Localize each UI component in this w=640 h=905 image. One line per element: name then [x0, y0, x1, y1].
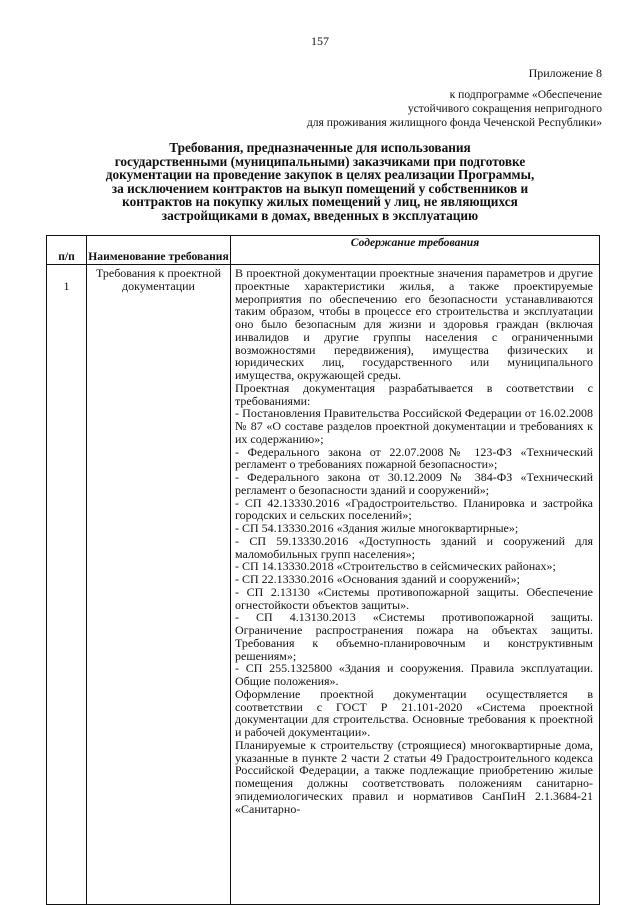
page-number: 157 — [311, 34, 329, 48]
subtitle-line: устойчивого сокращения непригодного — [407, 102, 602, 115]
row-number: 1 — [47, 265, 87, 905]
document-title — [90, 141, 550, 223]
header-name: Наименование требования — [87, 236, 231, 265]
subtitle-line: для проживания жилищного фонда Чеченской Республики» — [306, 116, 602, 129]
content-paragraph: Оформление проектной документации осуществляется в соответствии с ГОСТ Р 21.101-2020 «Система проектной документации для строительства. Основные требования к проектной и рабочей документации». — [235, 686, 593, 739]
table-row — [47, 265, 600, 905]
content-paragraph: - СП 54.13330.2016 «Здания жилые многоквартирные»; — [235, 521, 519, 535]
content-paragraph: - Постановления Правительства Российской Федерации от 16.02.2008 № 87 «О составе разделов проектной документации и требованиях к их содержанию»; — [235, 406, 593, 446]
title-line: застройщиками в домах, введенных в эксплуатацию — [161, 207, 479, 223]
content-paragraph: - СП 255.1325800 «Здания и сооружения. Правила эксплуатации. Общие положения». — [235, 661, 593, 688]
content-paragraph: Планируемые к строительству (строящиеся) многоквартирные дома, указанные в пункте 2 части 2 статьи 49 Градостроительного кодекса Российской Федерации, а также подлежащие приобретению жилые помещения должны соответствовать положениям санитарно-эпидемиологических правил и нормативов СанПиН 2.1.3684-21 «Санитарно- — [235, 737, 593, 816]
title-line: Требования, предназначенные для использования — [169, 140, 471, 155]
requirements-table — [46, 235, 600, 905]
content-paragraph: - Федерального закона от 22.07.2008№ 123-ФЗ «Технический регламент о требованиях пожарной безопасности»; — [235, 444, 593, 472]
content-paragraph: - СП 42.13330.2016 «Градостроительство. Планировка и застройка городских и сельских поселений»; — [235, 495, 593, 523]
header-number: п/п — [47, 236, 87, 265]
content-paragraph: - СП 14.13330.2018 «Строительство в сейсмических районах»; — [235, 559, 556, 574]
content-paragraph: - СП 59.13330.2016 «Доступность зданий и сооружений для маломобильных групп населения»; — [235, 533, 593, 561]
title-line: документации на проведение закупок в целях реализации Программы, — [105, 167, 535, 183]
header-content: Содержание требования — [231, 236, 600, 265]
content-paragraph: В проектной документации проектные значения параметров и другие проектные характеристики жилья, а также проектируемые мероприятия по обеспечению его безопасности устанавливаются таким образом, чтобы в процессе его строительства и эксплуатации оно было безопасным для жизни и здоровья граждан (включая инвалидов и другие группы населения с ограниченными возможностями передвижения), имущества физических и юридических лиц, государственного или муниципального имущества, окружающей среды. — [235, 266, 593, 382]
content-paragraph: - СП 2.13130 «Системы противопожарной защиты. Обеспечение огнестойкости объектов защиты». — [235, 584, 593, 612]
appendix-subtitle — [307, 88, 602, 130]
title-line: государственными (муниципальными) заказчиками при подготовке — [114, 153, 526, 169]
title-line: контрактов на покупку жилых помещений у лиц, не являющихся — [122, 194, 518, 210]
table-header-row — [47, 236, 600, 265]
appendix-label: Приложение 8 — [528, 66, 602, 80]
content-paragraph: - СП 22.13330.2016 «Основания зданий и сооружений»; — [235, 572, 520, 586]
requirement-content — [231, 265, 600, 905]
content-paragraph: Проектная документация разрабатывается в соответствии с требованиями: — [235, 380, 593, 408]
content-paragraph: - СП 4.13130.2013 «Системы противопожарной защиты. Ограничение распространения пожара на объектах защиты. Требования к объемно-планировочным и конструктивным решениям»; — [235, 610, 593, 663]
title-line: за исключением контрактов на выкуп помещений у собственников и — [111, 180, 529, 196]
subtitle-line: к подпрограмме «Обеспечение — [449, 88, 602, 101]
content-paragraph: - Федерального закона от 30.12.2009 № 384-ФЗ «Технический регламент о безопасности зданий и сооружений»; — [235, 470, 593, 497]
requirement-name: Требования к проектной документации — [87, 265, 231, 905]
